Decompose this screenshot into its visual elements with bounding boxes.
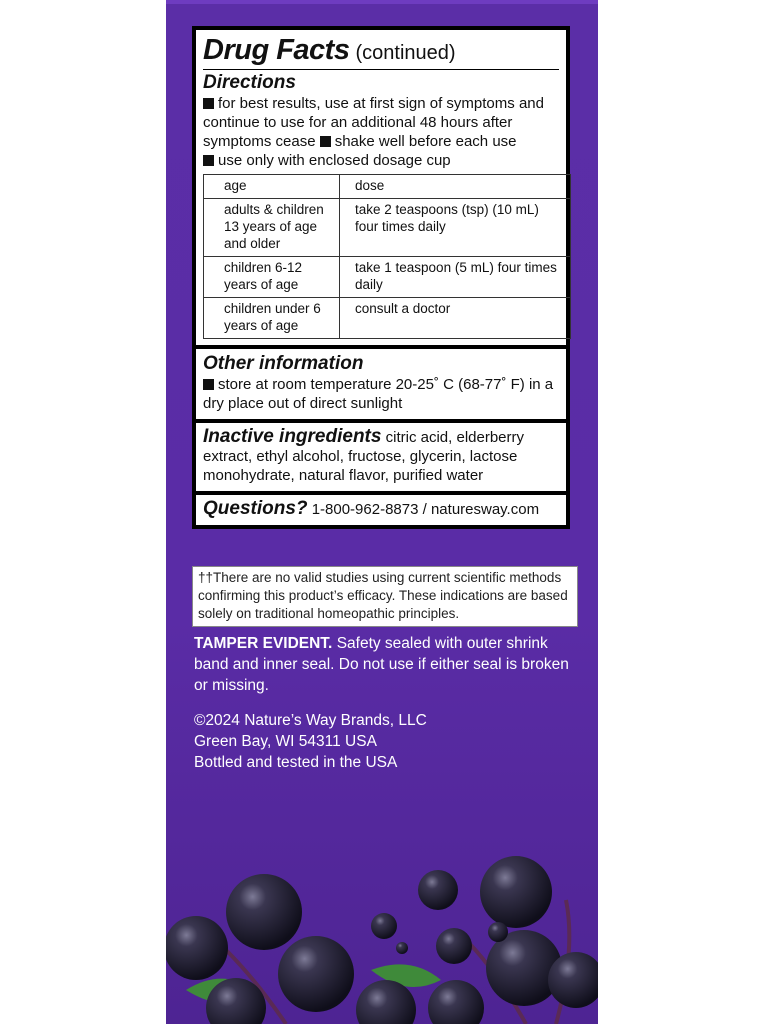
other-information-section xyxy=(196,349,566,419)
drug-facts-continued: (continued) xyxy=(355,42,456,64)
row-age: children under 6 years of age xyxy=(204,298,340,339)
other-information-heading: Other information xyxy=(203,353,364,374)
drug-facts-panel xyxy=(192,26,570,529)
bullet-square-icon xyxy=(320,136,331,147)
directions-text xyxy=(203,94,559,170)
row-age: children 6-12 years of age xyxy=(204,257,340,298)
table-row xyxy=(204,257,571,298)
package-side-panel xyxy=(166,0,598,1024)
row-age: adults & children 13 years of age and older xyxy=(204,199,340,257)
directions-line-2: shake well before each use xyxy=(334,133,517,150)
directions-line-3: use only with enclosed dosage cup xyxy=(218,152,451,169)
directions-section xyxy=(196,30,566,345)
table-row xyxy=(204,199,571,257)
homeopathic-disclaimer: ††There are no valid studies using current scientific methods confirming this product’s efficacy. These indications are based solely on traditional homeopathic principles. xyxy=(192,566,578,627)
drug-facts-heading: Drug Facts xyxy=(203,34,350,66)
bullet-square-icon xyxy=(203,379,214,390)
box-top-edge xyxy=(166,0,598,4)
bullet-square-icon xyxy=(203,98,214,109)
bullet-square-icon xyxy=(203,155,214,166)
questions-heading: Questions? xyxy=(203,498,308,519)
tamper-evident-text: Safety sealed with outer shrink band and inner seal. Do not use if either seal is broken or missing. xyxy=(194,635,569,694)
inactive-ingredients-section xyxy=(196,423,566,491)
header-dose: dose xyxy=(340,175,571,199)
row-dose: take 1 teaspoon (5 mL) four times daily xyxy=(340,257,571,298)
tamper-evident-notice xyxy=(194,633,584,696)
bottled-line: Bottled and tested in the USA xyxy=(194,754,398,771)
questions-section xyxy=(196,495,566,525)
inactive-ingredients-list: citric acid, elderberry extract, ethyl alcohol, fructose, glycerin, lactose monohydrate, natural flavor, purified water xyxy=(203,429,525,484)
row-dose: take 2 teaspoons (tsp) (10 mL) four times daily xyxy=(340,199,571,257)
elderberry-illustration xyxy=(166,840,598,1024)
table-row xyxy=(204,298,571,339)
header-age: age xyxy=(204,175,340,199)
table-header-row xyxy=(204,175,571,199)
dosage-table xyxy=(203,174,571,339)
copyright-block xyxy=(194,710,584,773)
other-information-text xyxy=(203,375,559,413)
questions-line xyxy=(203,499,559,519)
tamper-evident-lead: TAMPER EVIDENT. xyxy=(194,635,333,652)
address-line: Green Bay, WI 54311 USA xyxy=(194,733,377,750)
phone-number: 1-800-962-8873 xyxy=(311,501,419,518)
inactive-ingredients-text xyxy=(203,427,559,485)
row-dose: consult a doctor xyxy=(340,298,571,339)
drug-facts-title xyxy=(203,34,559,70)
directions-heading: Directions xyxy=(203,72,296,93)
questions-separator: / xyxy=(422,501,427,518)
website-text: naturesway.com xyxy=(430,501,540,518)
copyright-line: ©2024 Nature’s Way Brands, LLC xyxy=(194,712,427,729)
storage-text: store at room temperature 20-25˚ C (68-77˚ F) in a dry place out of direct sunlight xyxy=(203,376,554,412)
inactive-ingredients-heading: Inactive ingredients xyxy=(203,426,382,447)
directions-line-1: for best results, use at first sign of symptoms and continue to use for an additional 48 hours after symptoms cease xyxy=(203,95,544,150)
berry-icons xyxy=(166,856,598,1024)
